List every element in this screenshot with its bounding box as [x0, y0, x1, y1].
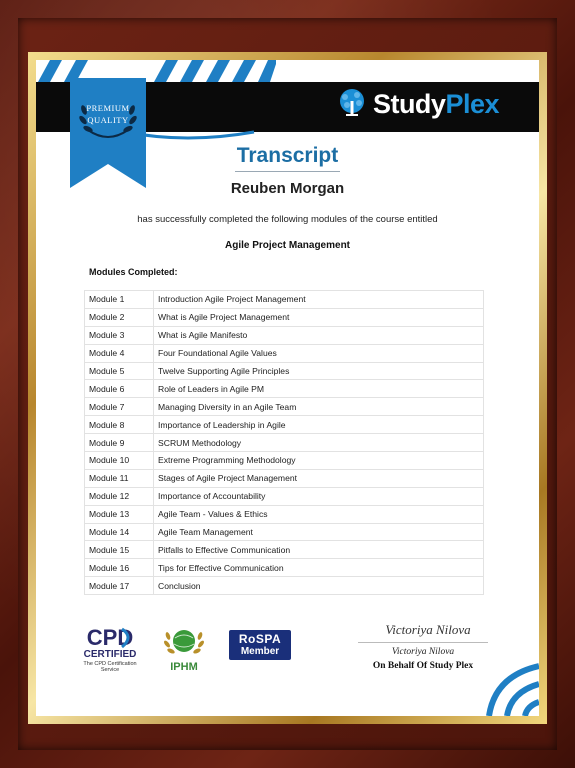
module-number: Module 16 — [85, 559, 154, 577]
module-row — [85, 541, 484, 559]
module-number: Module 3 — [85, 326, 154, 344]
module-name: Tips for Effective Communication — [154, 559, 484, 577]
module-row — [85, 398, 484, 416]
recipient-name: Reuben Morgan — [230, 180, 345, 197]
module-name: Pitfalls to Effective Communication — [154, 541, 484, 559]
cpd-sub2-text: Service — [100, 667, 120, 673]
iphm-logo — [158, 622, 210, 677]
module-row — [85, 577, 484, 595]
module-number: Module 13 — [85, 505, 154, 523]
module-name: Agile Team Management — [154, 523, 484, 541]
module-row — [85, 326, 484, 344]
module-name: What is Agile Project Management — [154, 308, 484, 326]
signatory-name: Victoriya Nilova — [391, 647, 455, 657]
module-name: Importance of Leadership in Agile — [154, 416, 484, 434]
module-row — [85, 362, 484, 380]
cpd-certified-logo — [78, 623, 143, 678]
modules-heading: Modules Completed: — [89, 267, 178, 277]
module-number: Module 5 — [85, 362, 154, 380]
module-row — [85, 308, 484, 326]
cpd-sub1-text: The CPD Certification — [83, 661, 137, 667]
module-number: Module 4 — [85, 344, 154, 362]
rospa-member-badge — [229, 630, 291, 660]
module-name: Importance of Accountability — [154, 487, 484, 505]
module-number: Module 6 — [85, 380, 154, 398]
document-title: Transcript — [236, 144, 339, 167]
module-name: Twelve Supporting Agile Principles — [154, 362, 484, 380]
module-row — [85, 452, 484, 470]
module-row — [85, 487, 484, 505]
module-name: Conclusion — [154, 577, 484, 595]
tree-icon — [335, 87, 369, 121]
cpd-certified-text: CERTIFIED — [83, 649, 137, 660]
iphm-text: IPHM — [170, 661, 198, 673]
module-number: Module 2 — [85, 308, 154, 326]
module-row — [85, 559, 484, 577]
module-row — [85, 416, 484, 434]
premium-quality-ribbon — [70, 78, 146, 188]
module-name: Four Foundational Agile Values — [154, 344, 484, 362]
module-name: Role of Leaders in Agile PM — [154, 380, 484, 398]
studyplex-logo — [335, 84, 499, 124]
module-number: Module 10 — [85, 452, 154, 470]
module-number: Module 14 — [85, 523, 154, 541]
module-number: Module 17 — [85, 577, 154, 595]
ribbon-shape — [70, 78, 146, 188]
module-number: Module 12 — [85, 487, 154, 505]
brand-name: StudyPlex — [372, 88, 499, 119]
ribbon-label: PREMIUM QUALITY — [86, 103, 130, 125]
module-name: Extreme Programming Methodology — [154, 452, 484, 470]
module-name: Managing Diversity in an Agile Team — [154, 398, 484, 416]
module-number: Module 9 — [85, 434, 154, 452]
module-row — [85, 505, 484, 523]
module-number: Module 8 — [85, 416, 154, 434]
module-row — [85, 523, 484, 541]
module-name: Agile Team - Values & Ethics — [154, 505, 484, 523]
module-number: Module 7 — [85, 398, 154, 416]
course-title: Agile Project Management — [224, 240, 351, 251]
module-row — [85, 344, 484, 362]
completion-statement: has successfully completed the following modules of the course entitled — [137, 214, 438, 225]
module-row — [85, 380, 484, 398]
module-name: What is Agile Manifesto — [154, 326, 484, 344]
title-divider — [235, 171, 340, 172]
certificate-paper — [36, 60, 539, 716]
cpd-main-text: CPD — [86, 625, 134, 650]
rospa-member-text: Member — [240, 646, 280, 657]
module-name: Stages of Agile Project Management — [154, 469, 484, 487]
module-row — [85, 291, 484, 309]
module-number: Module 11 — [85, 469, 154, 487]
module-row — [85, 469, 484, 487]
module-number: Module 1 — [85, 291, 154, 309]
module-number: Module 15 — [85, 541, 154, 559]
handwritten-signature: Victoriya Nilova — [385, 622, 471, 637]
rospa-text: RoSPA — [238, 632, 282, 646]
module-name: Introduction Agile Project Management — [154, 291, 484, 309]
signatory-behalf: On Behalf Of Study Plex — [372, 661, 474, 671]
module-row — [85, 434, 484, 452]
modules-table — [84, 290, 484, 595]
module-name: SCRUM Methodology — [154, 434, 484, 452]
bottom-right-arcs — [459, 636, 539, 716]
